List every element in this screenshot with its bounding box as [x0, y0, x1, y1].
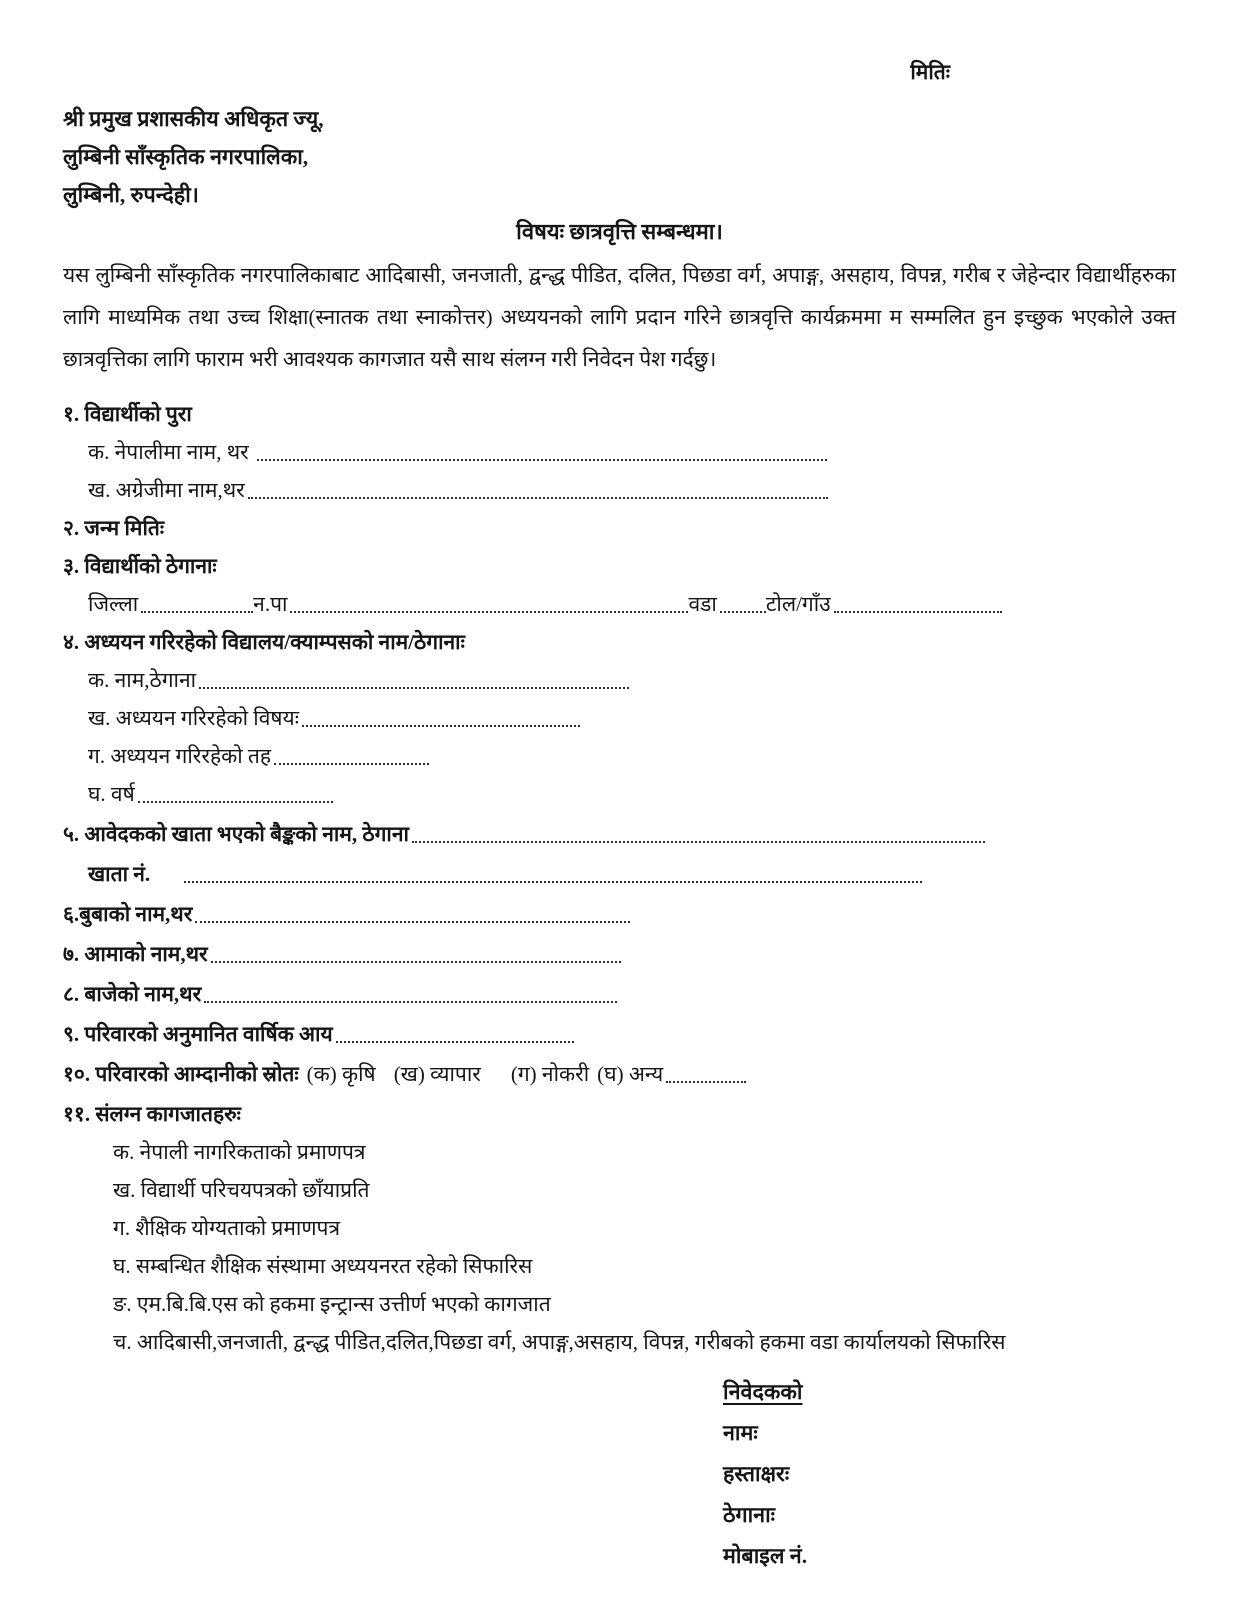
attached-document-item: [63, 1166, 1176, 1204]
study-level-label: ग. अध्ययन गरिरहेको तह: [88, 744, 272, 768]
field-account-number: [63, 848, 1176, 888]
field-nepali-name: [63, 428, 1176, 466]
field-father-name: [63, 888, 1176, 928]
subject-line: विषयः छात्रवृत्ति सम्बन्धमा।: [516, 219, 723, 244]
field-study-year: [63, 770, 1176, 808]
field-study-subject: [63, 694, 1176, 732]
dotted-blank: [141, 610, 253, 613]
dotted-blank: [248, 496, 828, 499]
applicant-signature-block: [723, 1372, 1176, 1577]
recipient-line: लुम्बिनी साँस्कृतिक नगरपालिका,: [63, 145, 309, 169]
applicant-mobile-label: मोबाइल नं.: [723, 1544, 808, 1568]
study-year-label: घ. वर्ष: [88, 782, 135, 806]
doc-academic-certificate: ग. शैक्षिक योग्यताको प्रमाणपत्र: [113, 1216, 341, 1240]
dotted-blank: [204, 1000, 617, 1003]
account-number-label: खाता नं.: [88, 862, 151, 886]
dotted-blank: [274, 762, 429, 765]
municipality-label: न.पा: [253, 592, 288, 616]
doc-mbbs-entrance: ङ. एम.बि.बि.एस को हकमा इन्ट्रान्स उत्तीर्ण भएको कागजात: [113, 1292, 551, 1316]
attached-document-item: [63, 1242, 1176, 1280]
item-1-heading: [63, 390, 1176, 428]
recipient-address-block: [63, 100, 1176, 214]
field-bank-name: [63, 808, 1176, 848]
ward-label: वडा: [688, 592, 717, 616]
dotted-blank: [184, 880, 922, 883]
school-name-label: क. नाम,ठेगाना: [88, 668, 197, 692]
applicant-signature-label: हस्ताक्षरः: [723, 1462, 790, 1486]
field-mother-name: [63, 928, 1176, 968]
item-11-title: ११. संलग्न कागजातहरुः: [63, 1102, 241, 1126]
item-3-title: ३. विद्यार्थीको ठेगानाः: [63, 554, 217, 578]
field-annual-income: [63, 1008, 1176, 1048]
item-4-title: ४. अध्ययन गरिरहेको विद्यालय/क्याम्पसको नाम/ठेगानाः: [63, 630, 465, 654]
applicant-name-label: नामः: [723, 1421, 758, 1445]
doc-institution-recommendation: घ. सम्बन्धित शैक्षिक संस्थामा अध्ययनरत रहेको सिफारिस: [113, 1254, 533, 1278]
field-school-name: [63, 656, 1176, 694]
item-5-title: ५. आवेदकको खाता भएको बैङ्कको नाम, ठेगाना: [63, 822, 409, 846]
doc-ward-recommendation: च. आदिबासी,जनजाती, द्वन्द्ध पीडित,दलित,पिछडा वर्ग, अपाङ्ग,असहाय, विपन्न, गरीबको हकमा वडा कार्यालयको सिफारिस: [113, 1330, 1006, 1354]
field-grandfather-name: [63, 968, 1176, 1008]
item-1-title: १. विद्यार्थीको पुरा: [63, 402, 192, 426]
item-7-title: ७. आमाको नाम,थर: [63, 942, 208, 966]
applicant-address-label: ठेगानाः: [723, 1503, 776, 1527]
income-option-other: (घ) अन्य: [597, 1062, 664, 1086]
dotted-blank: [720, 610, 766, 613]
field-address: [63, 580, 1176, 618]
income-option-business: (ख) व्यापार: [393, 1062, 481, 1086]
field-study-level: [63, 732, 1176, 770]
dotted-blank: [412, 840, 985, 843]
item-10-title: १०. परिवारको आम्दानीको स्रोतः: [63, 1062, 299, 1086]
dotted-blank: [211, 960, 621, 963]
attached-document-item: [63, 1128, 1176, 1166]
dotted-blank: [195, 920, 630, 923]
doc-student-id: ख. विद्यार्थी परिचयपत्रको छाँयाप्रति: [113, 1178, 370, 1202]
item-9-title: ९. परिवारको अनुमानित वार्षिक आय: [63, 1022, 333, 1046]
applicant-heading: निवेदकको: [723, 1380, 803, 1404]
attached-document-item: [63, 1280, 1176, 1318]
item-2-heading: [63, 504, 1176, 542]
field-income-source: [63, 1048, 1176, 1088]
income-option-job: (ग) नोकरी: [510, 1062, 590, 1086]
item-8-title: ८. बाजेको नाम,थर: [63, 982, 202, 1006]
dotted-blank: [666, 1080, 746, 1083]
field-english-name: [63, 466, 1176, 504]
item-3-heading: [63, 542, 1176, 580]
item-6-title: ६.बुबाको नाम,थर: [63, 902, 193, 926]
nepali-name-label: क. नेपालीमा नाम, थर: [88, 440, 249, 464]
attached-document-item: [63, 1204, 1176, 1242]
date-row: [63, 58, 1176, 88]
income-option-agriculture: (क) कृषि: [306, 1062, 376, 1086]
dotted-blank: [834, 610, 1002, 613]
tole-label: टोल/गाँउ: [765, 592, 831, 616]
english-name-label: ख. अग्रेजीमा नाम,थर: [88, 478, 245, 502]
recipient-line: श्री प्रमुख प्रशासकीय अधिकृत ज्यू,: [63, 107, 324, 131]
recipient-line: लुम्बिनी, रुपन्देही।: [63, 183, 199, 207]
district-label: जिल्ला: [88, 592, 139, 616]
dotted-blank: [302, 724, 580, 727]
study-subject-label: ख. अध्ययन गरिरहेको विषयः: [88, 706, 299, 730]
dotted-blank: [336, 1040, 574, 1043]
doc-citizenship: क. नेपाली नागरिकताको प्रमाणपत्र: [113, 1140, 366, 1164]
item-11-heading: [63, 1088, 1176, 1128]
date-label: मितिः: [910, 60, 950, 84]
item-4-heading: [63, 618, 1176, 656]
item-2-title: २. जन्म मितिः: [63, 516, 165, 540]
attached-document-item: [63, 1318, 1176, 1356]
dotted-blank: [199, 686, 629, 689]
dotted-blank: [290, 610, 688, 613]
dotted-blank: [138, 800, 333, 803]
dotted-blank: [257, 458, 827, 461]
intro-paragraph: यस लुम्बिनी साँस्कृतिक नगरपालिकाबाट आदिबासी, जनजाती, द्वन्द्ध पीडित, दलित, पिछडा वर्ग, अपाङ्ग, असहाय, विपन्न, गरीब र जेहेन्दार विद्यार्थीहरुका लागि माध्यमिक तथा उच्च शिक्षा(स्नातक तथा स्नाकोत्तर) अध्ययनको लागि प्रदान गरिने छात्रवृत्ति कार्यक्रममा म सम्मलित हुन इच्छुक भएकोले उक्त छात्रवृत्तिका लागि फाराम भरी आवश्यक कागजात यसै साथ संलग्न गरी निवेदन पेश गर्दछु।: [63, 263, 1176, 371]
